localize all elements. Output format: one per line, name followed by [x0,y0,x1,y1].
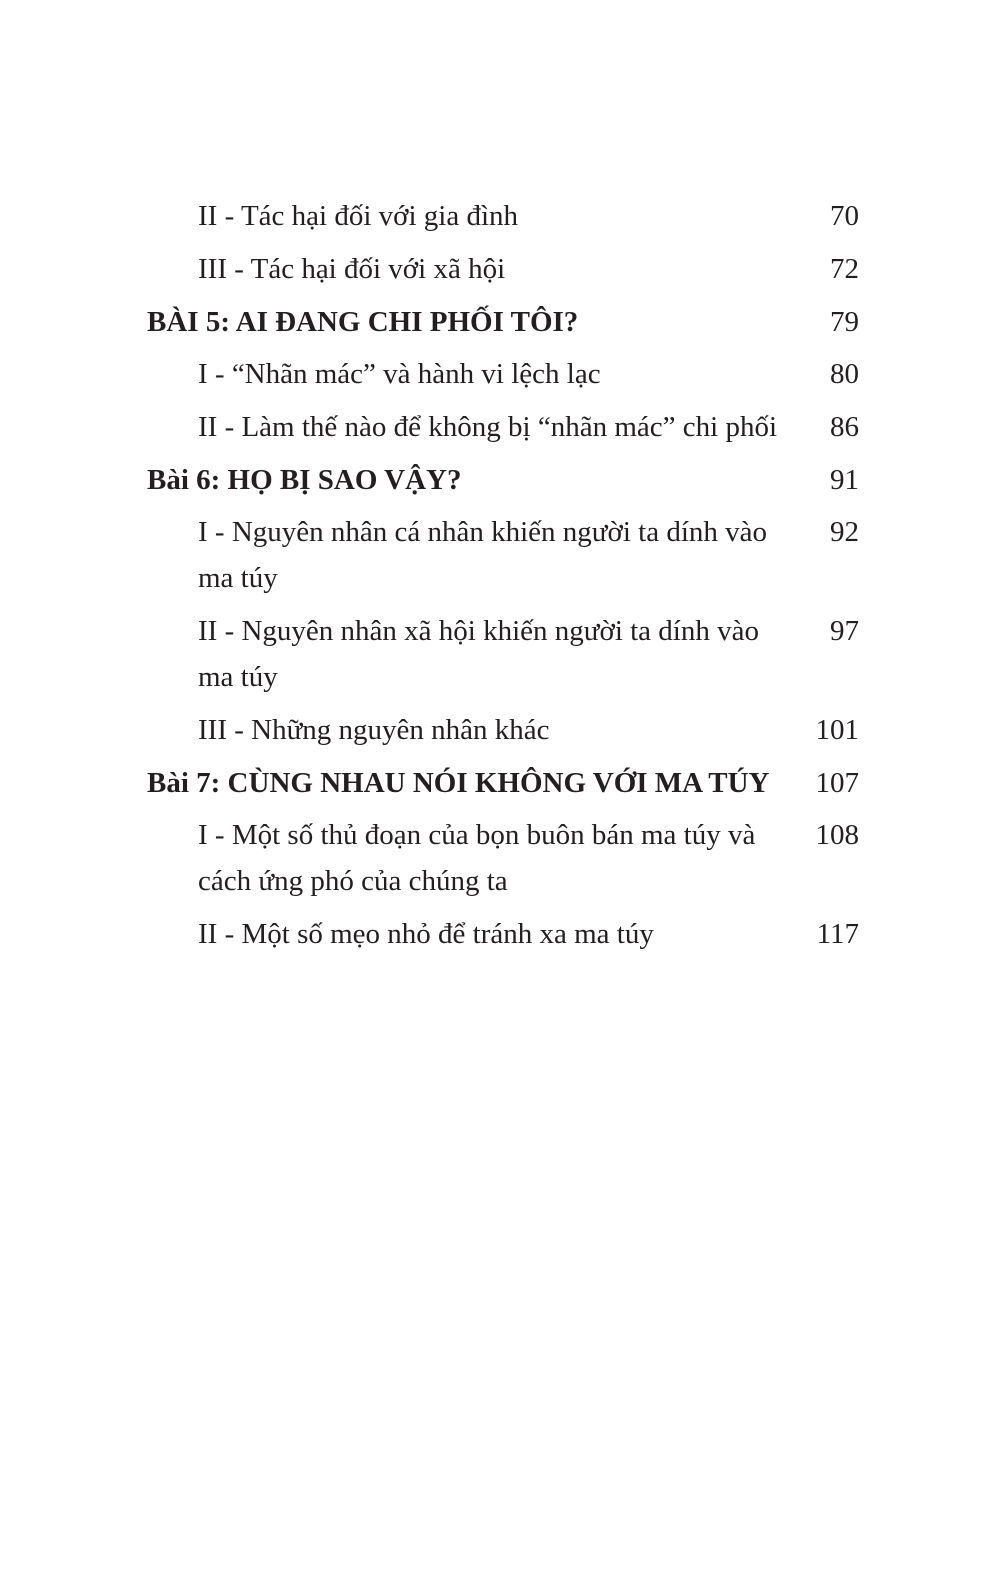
toc-entry [147,911,859,957]
toc-chapter-title: Bài 7: CÙNG NHAU NÓI KHÔNG VỚI MA TÚY [147,767,770,799]
toc-entry [147,246,859,292]
toc-chapter-page: 91 [830,464,859,496]
toc-entry [147,707,859,753]
toc-entry-title: I - “Nhãn mác” và hành vi lệch lạc [198,358,601,390]
toc-entry-title: I - Một số thủ đoạn của bọn buôn bán ma túy và cách ứng phó của chúng ta [198,819,756,897]
toc-entry-title: III - Tác hại đối với xã hội [198,253,506,285]
toc-entry [147,404,859,450]
toc-entry-title: II - Một số mẹo nhỏ để tránh xa ma túy [198,918,654,950]
toc-chapter-heading [147,457,859,503]
toc-entry-page: 92 [830,516,859,548]
toc-chapter-title: Bài 6: HỌ BỊ SAO VẬY? [147,464,462,496]
toc-entry-page: 117 [816,918,859,950]
toc-chapter-page: 79 [830,306,859,338]
table-of-contents [147,193,859,964]
toc-entry-page: 70 [830,200,859,232]
toc-entry-page: 80 [830,358,859,390]
toc-entry-title: II - Tác hại đối với gia đình [198,200,519,232]
toc-entry-title: I - Nguyên nhân cá nhân khiến người ta dính vào ma túy [198,516,768,594]
toc-entry [147,608,859,700]
toc-entry [147,193,859,239]
toc-entry-title: II - Nguyên nhân xã hội khiến người ta dính vào ma túy [198,615,759,693]
toc-entry-page: 86 [830,411,859,443]
toc-entry-title: II - Làm thế nào để không bị “nhãn mác” chi phối [198,411,777,443]
toc-entry [147,812,859,904]
toc-chapter-page: 107 [815,767,859,799]
toc-entry-title: III - Những nguyên nhân khác [198,714,550,746]
toc-entry-page: 72 [830,253,859,285]
toc-chapter-title: BÀI 5: AI ĐANG CHI PHỐI TÔI? [147,306,579,338]
toc-chapter-heading [147,760,859,806]
toc-entry-page: 108 [815,819,859,851]
toc-chapter-heading [147,299,859,345]
toc-entry-page: 97 [830,615,859,647]
toc-entry-page: 101 [815,714,859,746]
toc-entry [147,509,859,601]
toc-entry [147,351,859,397]
